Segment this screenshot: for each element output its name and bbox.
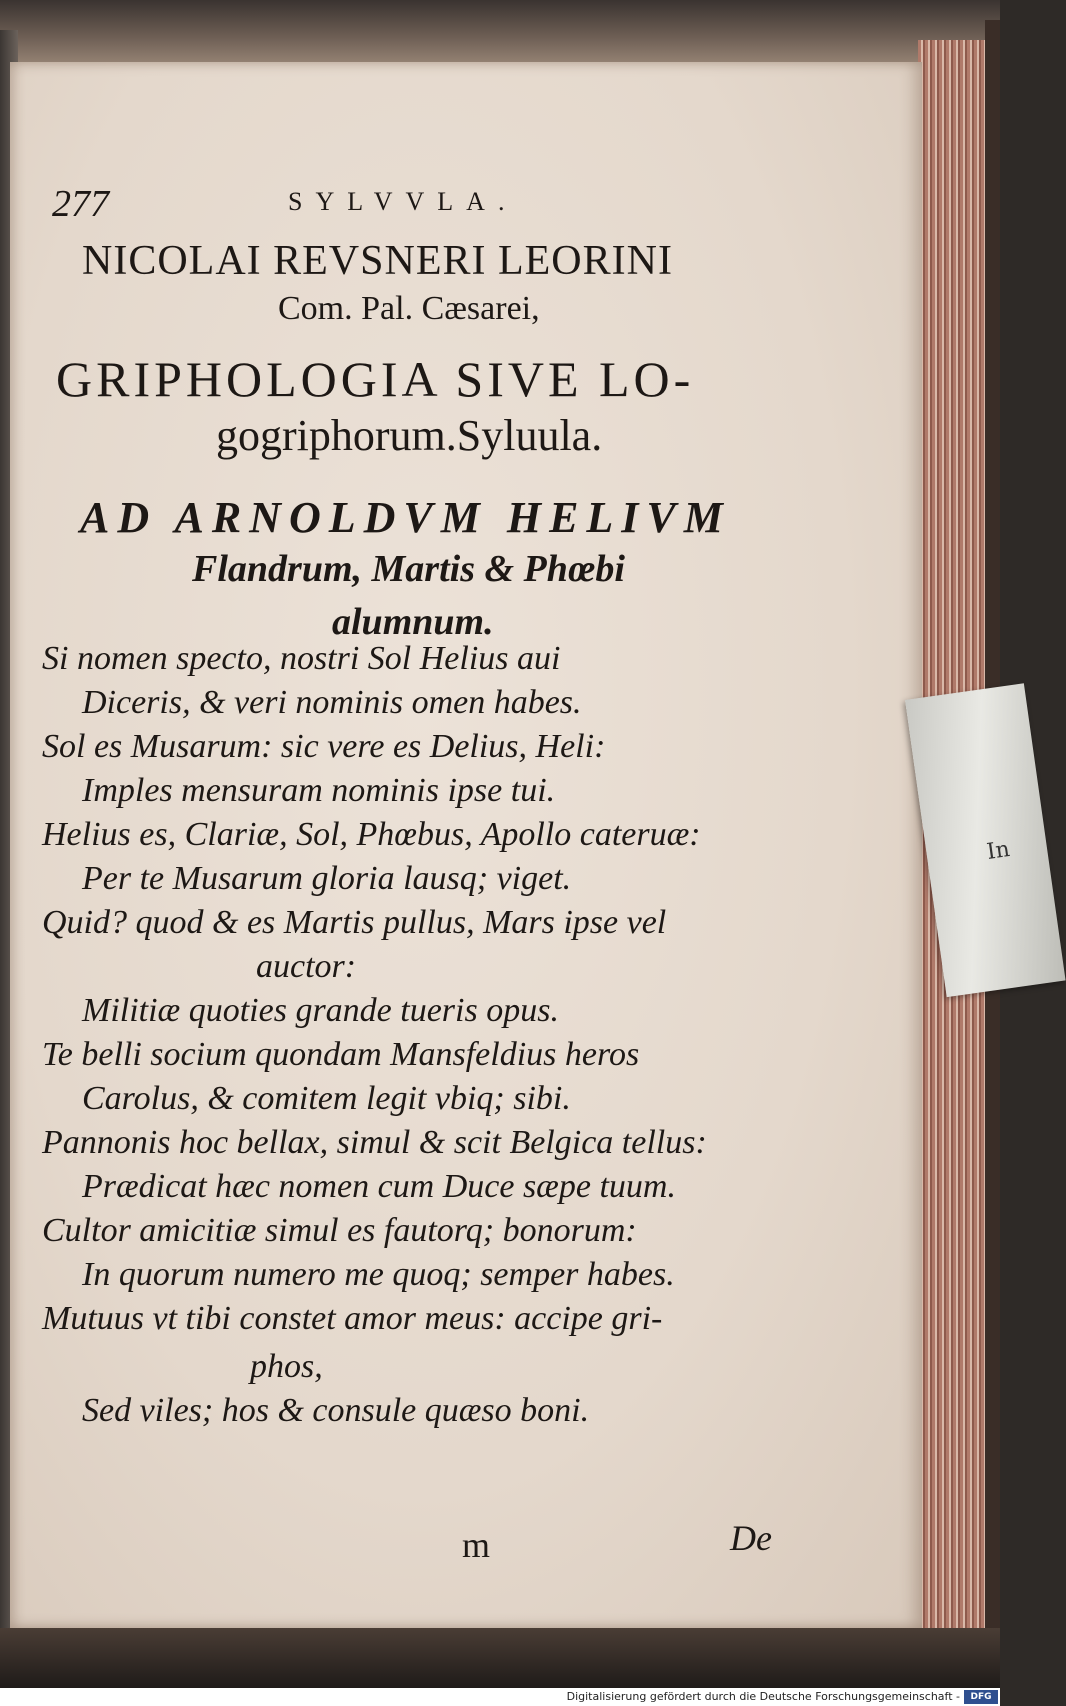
- verse-line: Quid? quod & es Martis pullus, Mars ipse vel: [42, 904, 667, 941]
- signature-mark: m: [462, 1525, 491, 1565]
- book-page: [10, 62, 922, 1628]
- office-line: Com. Pal. Cæsarei,: [278, 290, 540, 327]
- author-line: NICOLAI REVSNERI LEORINI: [82, 238, 673, 284]
- verse-line: phos,: [250, 1348, 323, 1385]
- title-line-1: GRIPHOLOGIA SIVE LO-: [56, 351, 695, 407]
- verse-line: Sol es Musarum: sic vere es Delius, Heli:: [42, 728, 606, 765]
- verse-line: Sed viles; hos & consule quæso boni.: [82, 1392, 590, 1429]
- verse-line: Prædicat hæc nomen cum Duce sæpe tuum.: [82, 1168, 676, 1205]
- verse-line: Per te Musarum gloria lausq; viget.: [82, 860, 572, 897]
- running-head: SYLVVLA.: [288, 187, 518, 216]
- dedication-line-2: Flandrum, Martis & Phœbi: [192, 548, 625, 590]
- verse-line: Cultor amicitiæ simul es fautorq; bonorum:: [42, 1212, 637, 1249]
- verse-line: Mutuus vt tibi constet amor meus: accipe gri-: [42, 1300, 663, 1337]
- dedication-line-3: alumnum.: [332, 601, 494, 643]
- book-bottom-edge: [0, 1628, 1000, 1688]
- page-number: 277: [52, 183, 109, 225]
- verse-line: Imples mensuram nominis ipse tui.: [82, 772, 556, 809]
- dedication-line-1: AD ARNOLDVM HELIVM: [80, 493, 731, 542]
- book-top-edge: [0, 0, 1000, 68]
- verse-line: auctor:: [256, 948, 357, 985]
- verse-line: Pannonis hoc bellax, simul & scit Belgica tellus:: [42, 1124, 707, 1161]
- footer-credit: Digitalisierung gefördert durch die Deutsche Forschungsgemeinschaft -: [566, 1690, 960, 1703]
- verse-line: Helius es, Clariæ, Sol, Phœbus, Apollo cateruæ:: [42, 816, 701, 853]
- verse-line: Si nomen specto, nostri Sol Helius aui: [42, 640, 561, 677]
- verse-line: In quorum numero me quoq; semper habes.: [82, 1256, 675, 1293]
- bookmark-text: In: [985, 837, 1012, 865]
- verse-line: Diceris, & veri nominis omen habes.: [82, 684, 582, 721]
- title-line-2: gogriphorum.Syluula.: [216, 411, 603, 460]
- footer-bar: [0, 1688, 1000, 1706]
- verse-line: Te belli socium quondam Mansfeldius heros: [42, 1036, 640, 1073]
- catchword: De: [730, 1518, 772, 1558]
- verse-line: Militiæ quoties grande tueris opus.: [82, 992, 559, 1029]
- dfg-logo-icon: DFG: [964, 1690, 998, 1704]
- verse-line: Carolus, & comitem legit vbiq; sibi.: [82, 1080, 571, 1117]
